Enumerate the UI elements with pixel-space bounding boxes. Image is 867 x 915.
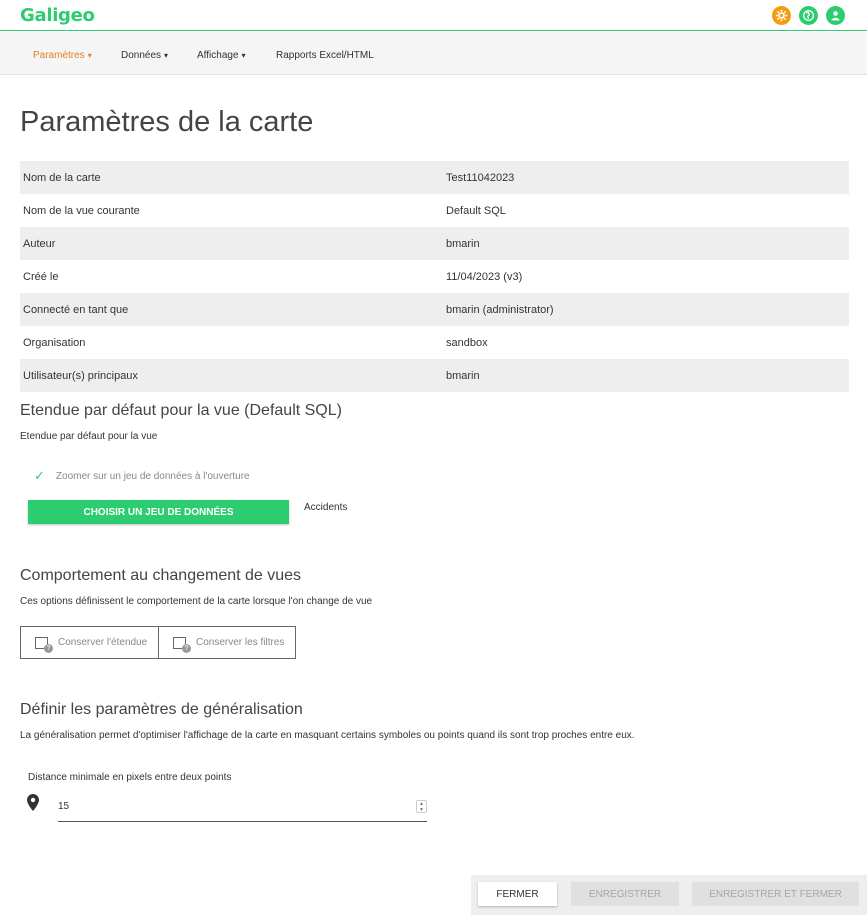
nav-label: Paramètres — [33, 50, 85, 61]
keep-filters-label: Conserver les filtres — [196, 637, 285, 648]
keep-extent-toggle[interactable] — [20, 626, 159, 659]
galigeo-logo[interactable]: Galigeo — [20, 5, 95, 26]
row-key: Créé le — [23, 270, 59, 283]
table-row — [20, 161, 849, 194]
table-row — [20, 260, 849, 293]
keep-extent-label: Conserver l'étendue — [58, 637, 148, 648]
map-pin-icon — [27, 794, 39, 816]
save-button[interactable]: ENREGISTRER — [571, 882, 679, 906]
nav-affichage[interactable] — [197, 50, 246, 61]
row-value: bmarin — [446, 369, 480, 382]
number-spinner[interactable]: ▲ ▼ — [416, 800, 427, 813]
settings-icon[interactable] — [772, 6, 791, 25]
extent-section-title: Etendue par défaut pour la vue (Default SQL) — [20, 402, 342, 419]
help-icon: ? — [44, 644, 53, 653]
nav-label: Affichage — [197, 50, 239, 61]
nav-donnees[interactable] — [121, 50, 168, 61]
selected-dataset: Accidents — [304, 502, 348, 513]
generalization-section-title: Définir les paramètres de généralisation — [20, 701, 303, 718]
nav-label: Rapports Excel/HTML — [276, 50, 374, 61]
row-value: Test11042023 — [446, 171, 515, 184]
row-key: Nom de la vue courante — [23, 204, 140, 217]
row-key: Nom de la carte — [23, 171, 101, 184]
table-row — [20, 194, 849, 227]
chevron-down-icon: ▾ — [87, 51, 92, 60]
zoom-on-open-checkbox[interactable] — [34, 468, 250, 484]
row-value: Default SQL — [446, 204, 506, 217]
help-icon: ? — [182, 644, 191, 653]
nav-parametres[interactable] — [33, 50, 92, 61]
chevron-down-icon: ▾ — [241, 51, 246, 60]
distance-label: Distance minimale en pixels entre deux points — [28, 772, 232, 783]
user-icon[interactable] — [826, 6, 845, 25]
nav-rapports[interactable] — [276, 50, 374, 61]
table-row — [20, 293, 849, 326]
row-key: Organisation — [23, 336, 86, 349]
row-value: 11/04/2023 (v3) — [446, 270, 523, 283]
views-section-title: Comportement au changement de vues — [20, 567, 302, 584]
row-value: bmarin — [446, 237, 480, 250]
views-section-desc: Ces options définissent le comportement de la carte lorsque l'on change de vue — [20, 596, 373, 607]
map-info-table — [20, 161, 849, 392]
top-header — [0, 0, 867, 31]
save-and-close-button[interactable]: ENREGISTRER ET FERMER — [692, 882, 859, 906]
row-key: Auteur — [23, 237, 56, 250]
keep-filters-toggle[interactable] — [159, 626, 296, 659]
checkbox-icon — [173, 637, 189, 652]
table-row — [20, 359, 849, 392]
checkbox-icon — [35, 637, 51, 652]
check-icon: ✓ — [34, 468, 45, 483]
page-title: Paramètres de la carte — [20, 106, 314, 138]
zoom-on-open-label: Zoomer sur un jeu de données à l'ouverture — [55, 470, 250, 482]
table-row — [20, 227, 849, 260]
globe-icon[interactable] — [799, 6, 818, 25]
table-row — [20, 326, 849, 359]
view-behaviour-toggles — [20, 626, 296, 659]
header-actions — [772, 6, 845, 25]
extent-section-desc: Etendue par défaut pour la vue — [20, 431, 158, 442]
row-value: sandbox — [446, 336, 488, 349]
choose-dataset-button[interactable]: CHOISIR UN JEU DE DONNÉES — [28, 500, 289, 524]
row-key: Utilisateur(s) principaux — [23, 369, 138, 382]
distance-value: 15 — [58, 801, 70, 812]
row-key: Connecté en tant que — [23, 303, 129, 316]
generalization-section-desc: La généralisation permet d'optimiser l'affichage de la carte en masquant certains symboles ou points quand ils sont trop proches entre eux. — [20, 730, 635, 741]
distance-input[interactable] — [58, 796, 427, 822]
row-value: bmarin (administrator) — [446, 303, 554, 316]
nav-label: Données — [121, 50, 162, 61]
footer-actions — [471, 875, 867, 915]
chevron-down-icon: ▾ — [164, 51, 169, 60]
main-nav — [0, 32, 867, 75]
close-button[interactable]: FERMER — [478, 882, 557, 906]
